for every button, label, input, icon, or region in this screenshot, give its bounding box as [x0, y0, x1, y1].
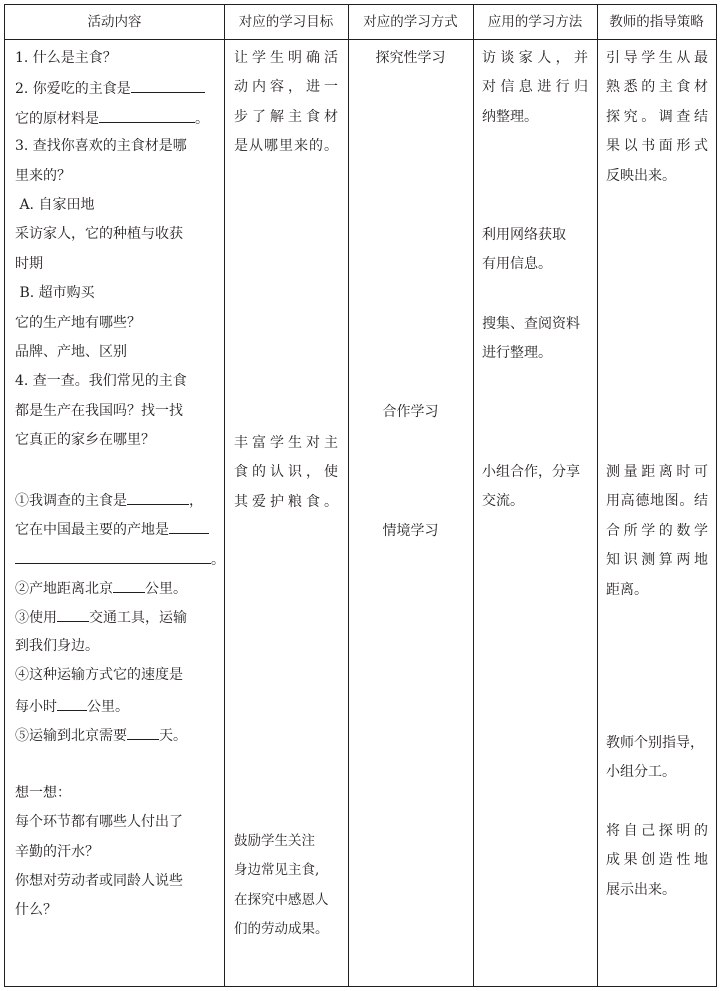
question-4-line: 都是生产在我国吗？找一找: [15, 402, 183, 419]
fill-blank: [15, 544, 211, 564]
goal-2: 丰富学生对主 食的认识，使 其爱护粮食。: [234, 435, 338, 510]
question-3-line: 里来的？: [15, 167, 71, 184]
activity-table: [4, 4, 717, 987]
activity-content-cell: [15, 44, 225, 926]
survey-item-1-place: 。: [15, 544, 220, 573]
survey-item-4-speed: 每小时 公里。: [15, 691, 220, 720]
strategy-1: 引导学生从最 熟悉的主食材 探究。调查结 果以书面形式 反映出来。: [606, 50, 708, 184]
strategy-3: 教师个别指导， 小组分工。: [606, 735, 704, 781]
fill-blank: [131, 73, 205, 93]
column-divider: [348, 5, 349, 986]
fill-blank: [169, 514, 209, 534]
goal-1: 让学生明确活 动内容，进一 步了解主食材 是从哪里来的。: [234, 50, 338, 155]
question-4-line: 4. 查一查。我们常见的主食: [15, 373, 187, 390]
method-2: 利用网络获取 有用信息。: [482, 227, 566, 273]
header-learning-goal: 对应的学习目标: [238, 14, 334, 30]
survey-item-1-place: 它在中国最主要的产地是: [15, 514, 220, 543]
strategy-2: 测量距离时可 用高德地图。结 合所学的数学 知识测算两地 距离。: [606, 464, 708, 598]
goal-3: 鼓励学生关注 身边常见主食, 在探究中感恩人 们的劳动成果。: [234, 833, 329, 938]
fill-blank: [57, 602, 89, 622]
header-activity-content: 活动内容: [87, 14, 142, 30]
method-3: 搜集、查阅资料 进行整理。: [482, 316, 580, 362]
think-line: 你想对劳动者或同龄人说些: [15, 872, 183, 889]
survey-item-3-text: 到我们身边。: [15, 637, 99, 654]
fill-blank: [57, 691, 87, 711]
spacer: [15, 455, 220, 484]
mode-inquiry: 探究性学习: [375, 50, 446, 66]
spacer: [15, 749, 220, 778]
think-line: 辛勤的汗水？: [15, 843, 99, 860]
survey-item-1: ①我调查的主食是 ，: [15, 485, 220, 514]
option-a: A. 自家田地: [15, 196, 95, 213]
column-divider: [597, 5, 598, 986]
strategy-4: 将自己探明的 成果创造性地 展示出来。: [606, 823, 708, 898]
option-b: B. 超市购买: [15, 285, 95, 302]
fill-blank: [99, 103, 195, 123]
column-divider: [224, 5, 225, 986]
think-line: 每个环节都有哪些人付出了: [15, 814, 183, 831]
survey-item-4: ④这种运输方式它的速度是: [15, 667, 183, 684]
survey-item-3: ③使用 交通工具，运输: [15, 602, 220, 631]
survey-item-2: ②产地距离北京 公里。: [15, 573, 220, 602]
question-1: 1. 什么是主食？: [15, 50, 117, 66]
header-learning-method: 应用的学习方法: [487, 14, 583, 30]
fill-blank: [127, 485, 189, 505]
think-title: 想一想：: [15, 784, 71, 801]
option-b-text: 品牌、产地、区别: [15, 343, 127, 360]
question-4-line: 它真正的家乡在哪里？: [15, 432, 155, 449]
mode-cooperative: 合作学习: [382, 404, 439, 420]
option-a-text: 时期: [15, 255, 43, 272]
option-b-text: 它的生产地有哪些？: [15, 314, 141, 331]
method-1: 访谈家人，并 对信息进行归 纳整理。: [482, 50, 588, 125]
column-divider: [473, 5, 474, 986]
question-3-line: 3. 查找你喜欢的主食材是哪: [15, 138, 187, 155]
method-4: 小组合作，分享 交流。: [482, 464, 580, 510]
header-learning-mode: 对应的学习方式: [363, 14, 458, 30]
header-divider: [5, 39, 716, 40]
option-a-text: 采访家人，它的种植与收获: [15, 226, 183, 243]
survey-item-5: ⑤运输到北京需要 天。: [15, 720, 220, 749]
question-2: 2. 你爱吃的主食是: [15, 73, 220, 102]
fill-blank: [127, 720, 159, 740]
mode-situational: 情境学习: [382, 523, 439, 539]
fill-blank: [113, 573, 145, 593]
question-2-materials: 它的原材料是 。: [15, 103, 220, 132]
think-line: 什么？: [15, 902, 57, 919]
header-teacher-strategy: 教师的指导策略: [609, 14, 704, 30]
